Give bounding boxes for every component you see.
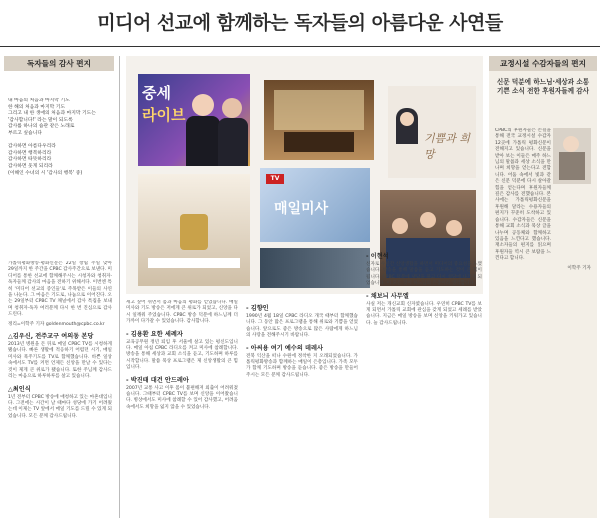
chalice-icon <box>180 214 208 250</box>
poem-line: 감사하면 행복하리라 <box>8 150 52 156</box>
section-body: 2007년 교통 사고 이후 몸이 불편해져 외출이 어려워졌습니다. 그때부터 CPBC TV를 보며 신앙을 이어왔습니다. 병상에서도 미사에 참례할 수 있어 감사했고, 어려움 속에서도 희망을 잃지 않을 수 있었습니다. <box>126 385 238 410</box>
section-body: 전북 익산을 떠나 수원에 정착한 지 오래되었습니다. 가톨릭평화방송과 함께하는 매일이 은총입니다. 가족 모두가 함께 기도하며 방송을 듣습니다. 좋은 방송을 만들어주시는 모든 분께 감사드립니다. <box>246 353 358 378</box>
section-heading: - 이현석 <box>366 253 389 260</box>
person-face-icon <box>192 94 214 116</box>
poem-line: 감사하면 웃게 되리라 <box>8 163 53 169</box>
column-divider <box>119 56 120 518</box>
byline: 이학주 기자 <box>567 265 591 271</box>
daily-mass-photo <box>260 168 370 242</box>
poem-line: (이해인 수녀의 시 '감사의 행복' 중) <box>8 170 83 176</box>
section-body: 1년 전부터 CPBC 방송에 애청하고 있는 마흔대입니다. 그전에는 시간이 날 때마다 성당에 가기 어려웠는데 이제는 TV 앞에서 매일 기도를 드릴 수 있게 되었습니다. 모든 분께 감사드립니다. <box>8 394 112 419</box>
person-body-icon <box>186 116 220 166</box>
section-heading: △최인식 <box>8 385 31 393</box>
face-icon <box>392 218 408 234</box>
nun-photo <box>388 86 476 178</box>
section-heading: - 김향인 <box>246 305 269 312</box>
headline-bar <box>0 0 600 47</box>
section-heading: - 박진태 대건 안드레아 <box>126 376 189 384</box>
reader-letters-title: 독자들의 감사 편지 <box>4 56 114 71</box>
middle-column-1 <box>126 300 238 518</box>
section-heading: - 김용환 요한 세례자 <box>126 330 183 338</box>
banner-text-1: 중세 <box>142 84 171 102</box>
poem-line: '감사합니다!' 라는 말이 되도록 <box>8 117 73 123</box>
prison-letters-box <box>489 56 597 518</box>
poem-line: 한 해의 처음과 마지막 기도 <box>8 104 66 110</box>
face-icon <box>446 220 462 236</box>
section-heading: △김우신, 전주교구 여의동 본당 <box>8 333 94 341</box>
poem-line: 감사를 하나의 습관 같은 노래로 <box>8 124 75 130</box>
person-body-icon <box>218 118 248 166</box>
section-body: 신자로 수년간 신앙생활을 하면서 미디어의 중요성을 느꼈습니다. 방송을 통해 말씀을 듣고 기도하는 것이 큰 힘이 됩니다. CPBC 덕분에 냉담을 풀고 다시 성당에 나가게 되었습니다. 이 모든 것이 하느님의 은총이라 생각합니다. <box>366 262 482 287</box>
left-article <box>8 261 112 516</box>
altar-photo <box>138 174 250 286</box>
mass-banner: 매일미사 <box>274 201 329 217</box>
studio-photo <box>260 248 370 288</box>
section-body: 1990년 4월 18일 CPBC 라디오 개국 때부터 함께했습니다. 그 동안 많은 프로그램을 통해 위로와 기쁨을 얻었습니다. 앞으로도 좋은 방송으로 많은 사람에게 하느님의 사랑을 전해주시기 바랍니다. <box>246 314 358 339</box>
intro-paragraph: 가톨릭평화방송·평화신문은 22일 창립 주일 맞아 29일까지 한 주간을 CPBC 감사주간으로 보낸다. 미디어를 통한 선교에 함께해주시는 시청자와 청취자·독자들께 감사의 마음을 전하기 위해서다. 이번엔 특히 '미디어 선교의 증인들'로 주목받은 이들의 사연을 나눈다. 그 마음은 기도로, 나눔으로 이어진다. 오는 29일부터 CPBC TV 채널에서 감사 특집을 보내며 청취자·독자 여러분께 다시 한 번 진심으로 감사드린다. <box>8 261 112 318</box>
chapel-photo <box>264 80 374 160</box>
poem-line: 감사하면 아름다우리라 <box>8 144 56 150</box>
reader-letters-box <box>4 56 114 518</box>
section-heading: - 채보늬 사무엘 <box>366 292 409 300</box>
prison-letters-subtitle: 신문 덕분에 하느님·세상과 소통 기쁜 소식 전한 후원자들께 감사 <box>496 78 590 96</box>
prison-letters-body <box>495 128 591 514</box>
middle-column-3 <box>366 248 482 518</box>
tv-badge: TV <box>266 174 284 184</box>
broadcast-photo <box>138 74 250 166</box>
altar-cloth <box>148 258 240 268</box>
section-body: 사실 저는 개신교회 신자였습니다. 우연히 CPBC TV를 보게 되면서 가톨릭 교회에 관심을 갖게 되었고 세례를 받았습니다. 지금은 매일 방송을 보며 신앙을 키워가고 있습니다. 늘 감사드립니다. <box>366 301 482 326</box>
poem-line: 부르고 싶습니다 <box>8 130 42 136</box>
poem-line: 감사하면 따뜻하리라 <box>8 157 52 163</box>
paragraph: 세고 싶어 쉬면서 몸과 마음의 평화를 얻었습니다. 매일 미사와 기도 방송은 저에게 큰 위로가 되었고, 신앙을 다시 일깨워 주었습니다. CPBC 방송 덕분에 하느님께 더 가까이 다가갈 수 있었습니다. 감사합니다. <box>126 300 238 325</box>
poem-line: 그리고 내 한 생애의 처음과 마지막 기도는 <box>8 111 96 117</box>
person-face-icon <box>222 98 242 118</box>
paragraph: CPBC의 후원자들은 손길을 통해 전국 교정시설 수감자 12곳에 가톨릭 평화신문이 전해지고 있습니다. 신문을 받아 보는 이들은 매주 하느님의 말씀과 세상 소식을 만나며 희망을 얻는다고 전합니다. 어둠 속에서 빛과 같은 신문 덕분에 다시 살아갈 힘을 얻는다며 후원자들께 깊은 감사를 전했습니다. 본사에는 가톨릭평화신문을 후원해 달라는 수용자들의 편지가 꾸준히 도착하고 있습니다. 수감자들은 신문을 통해 교회 소식과 묵상 글을 나누며 공동체와 함께하고 있음을 느낀다고 했습니다. 재소자들의 편지를 읽으며 후원자들 역시 큰 보람을 느낀다고 합니다. <box>495 128 551 262</box>
byline: 정리=이학주 기자 goldenmouth@cpbc.co.kr <box>8 321 105 327</box>
section-heading: - 아씨용 여기 예수의 데레사 <box>246 344 323 352</box>
prison-letters-title: 교정시설 수감자들의 편지 <box>489 56 597 71</box>
section-body: 2013년 병원을 돈 뒤로 매일 CPBC TV를 시청하게 됐습니다. 빠른 생활에 적응하기 어렵던 시기, 매일 미사와 묵주기도를 TV로 함께했습니다. 바쁜 일상 속에서도 TV를 켜면 언제든 신앙을 만날 수 있다는 것이 제게 큰 위로가 됐습니다. 또한 주님께 감사드리는 마음으로 하루하루를 살고 있습니다. <box>8 342 112 380</box>
face-icon <box>400 112 414 126</box>
middle-column-2 <box>246 300 358 518</box>
face-icon <box>420 212 436 228</box>
pews <box>284 132 354 152</box>
banner-text-2: 라이브 <box>142 106 186 124</box>
poem-block <box>8 98 112 182</box>
caption-script: 기쁨과 희망 <box>424 132 471 161</box>
poem-line: 내 마음의 처음과 마지막 기도 <box>8 98 70 103</box>
page-headline: 미디어 선교에 함께하는 독자들의 아름다운 사연들 <box>97 12 503 34</box>
light-panel <box>274 90 364 130</box>
section-body: 교육공무원 정년 퇴임 후 서울에 살고 있는 평신도입니다. 매일 아침 CPBC 라디오를 켜고 미사에 참례합니다. 방송을 통해 세상과 교회 소식을 듣고, 기도하며 하루를 시작합니다. 말씀 묵상 프로그램은 제 신앙생활의 큰 힘입니다. <box>126 339 238 371</box>
